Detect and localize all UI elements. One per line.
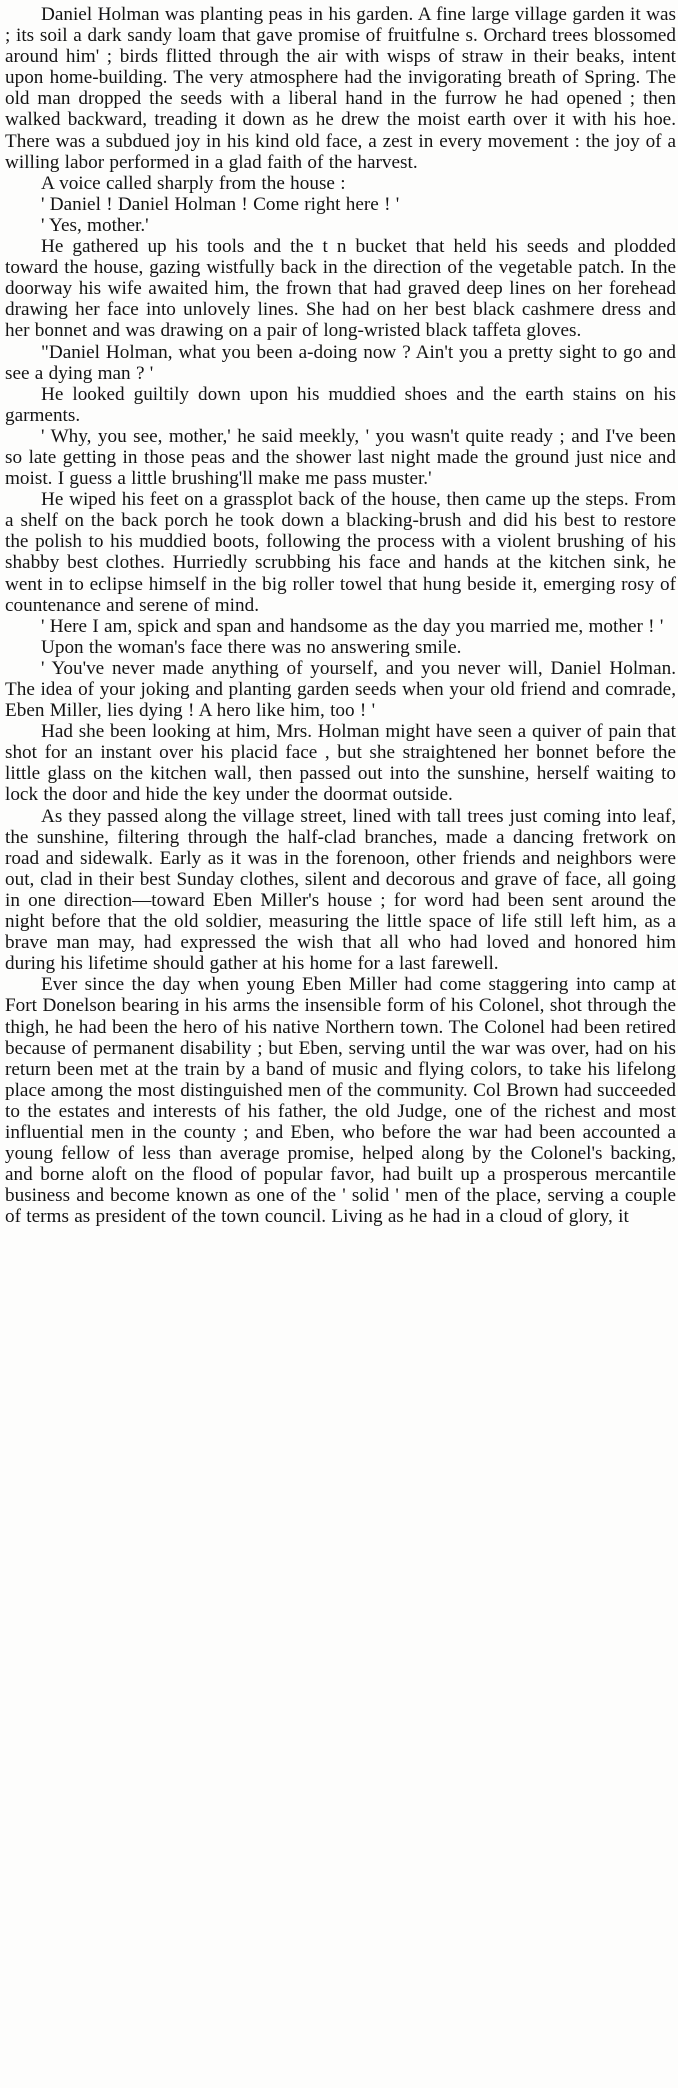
paragraph-wiped: He wiped his feet on a grassplot back of the house, then came up the steps. From a shelf on the back porch he took down a blacking-brush and did his best to restore the polish to his muddied boots, following the process with a violent brushing of his shabby best clothes. Hurriedly scrubbing his face and hands at the kitchen sink, he went in to eclipse himself in the big roller towel that hung beside it, emerging rosy of countenance and serene of mind. — [5, 489, 676, 616]
paragraph-gathered: He gathered up his tools and the t n bucket that held his seeds and plodded toward the house, gazing wistfully back in the direction of the vegetable patch. In the doorway his wife awaited him, the frown that had graved deep lines on her forehead drawing her face into unlovely lines. She had on her best black cashmere dress and her bonnet and was drawing on a pair of long-wristed black taffeta gloves. — [5, 236, 676, 342]
paragraph-reply: ' Yes, mother.' — [41, 214, 149, 236]
paragraph-call: ' Daniel ! Daniel Holman ! Come right here ! ' — [41, 193, 400, 215]
paragraph-ever-since: Ever since the day when young Eben Miller had come staggering into camp at Fort Donelson bearing in his arms the insensible form of his Colonel, shot through the thigh, he had been the hero of his native Northern town. The Colonel had been retired because of permanent disability ; but Eben, serving until the war was over, had on his return been met at the train by a band of music and flying colors, to take his lifelong place among the most distinguished men of the community. Col Brown had succeeded to the estates and interests of his father, the old Judge, one of the richest and most influential men in the county ; and Eben, who before the war had been accounted a young fellow of less than average promise, helped along by the Colonel's backing, and borne aloft on the flood of popular favor, had built up a prosperous mercantile business and become known as one of the ' solid ' men of the place, serving a couple of terms as president of the town council. Living as he had in a cloud of glory, it — [5, 974, 676, 1228]
paragraph-meekly: ' Why, you see, mother,' he said meekly, ' you wasn't quite ready ; and I've been so late getting in those peas and the shower last night made the ground just nice and moist. I guess a little brushing'll make me pass muster.' — [5, 425, 676, 490]
paragraph-garden: Daniel Holman was planting peas in his garden. A fine large village garden it was ; its soil a dark sandy loam that gave promise of fruitfulne s. Orchard trees blossomed around him' ; birds flitted through the air with wisps of straw in their beaks, intent upon home-building. The very atmosphere had the invigorating breath of Spring. The old man dropped the seeds with a liberal hand in the furrow he had opened ; then walked backward, treading it down as he drew the moist earth over it with his hoe. There was a subdued joy in his kind old face, a zest in every movement : the joy of a willing labor performed in a glad faith of the harvest. — [5, 4, 676, 173]
paragraph-spick-span: ' Here I am, spick and span and handsome as the day you married me, mother ! ' — [41, 615, 664, 637]
paragraph-no-smile: Upon the woman's face there was no answering smile. — [41, 636, 462, 658]
paragraph-voice: A voice called sharply from the house : — [41, 172, 346, 194]
paragraph-never-made: ' You've never made anything of yourself, and you never will, Daniel Holman. The idea of your joking and planting garden seeds when your old friend and comrade, Eben Miller, lies dying ! A hero like him, too ! ' — [5, 657, 676, 722]
article-text — [5, 4, 676, 1227]
paragraph-looked: He looked guiltily down upon his muddied shoes and the earth stains on his garments. — [5, 383, 676, 426]
paragraph-village-street: As they passed along the village street, lined with tall trees just coming into leaf, the sunshine, filtering through the half-clad branches, made a dancing fretwork on road and sidewalk. Early as it was in the forenoon, other friends and neighbors were out, clad in their best Sunday clothes, silent and decorous and grave of face, all going in one direction—toward Eben Miller's house ; for word had been sent around the night before that the old soldier, measuring the little space of life still left him, as a brave man may, had expressed the wish that all who had loved and honored him during his lifetime should gather at his home for a last farewell. — [5, 805, 676, 975]
paragraph-scold: "Daniel Holman, what you been a-doing now ? Ain't you a pretty sight to go and see a dying man ? ' — [5, 341, 676, 384]
paragraph-quiver: Had she been looking at him, Mrs. Holman might have seen a quiver of pain that shot for an instant over his placid face , but she straightened her bonnet before the little glass on the kitchen wall, then passed out into the sunshine, herself waiting to lock the door and hide the key under the doormat outside. — [5, 721, 676, 806]
